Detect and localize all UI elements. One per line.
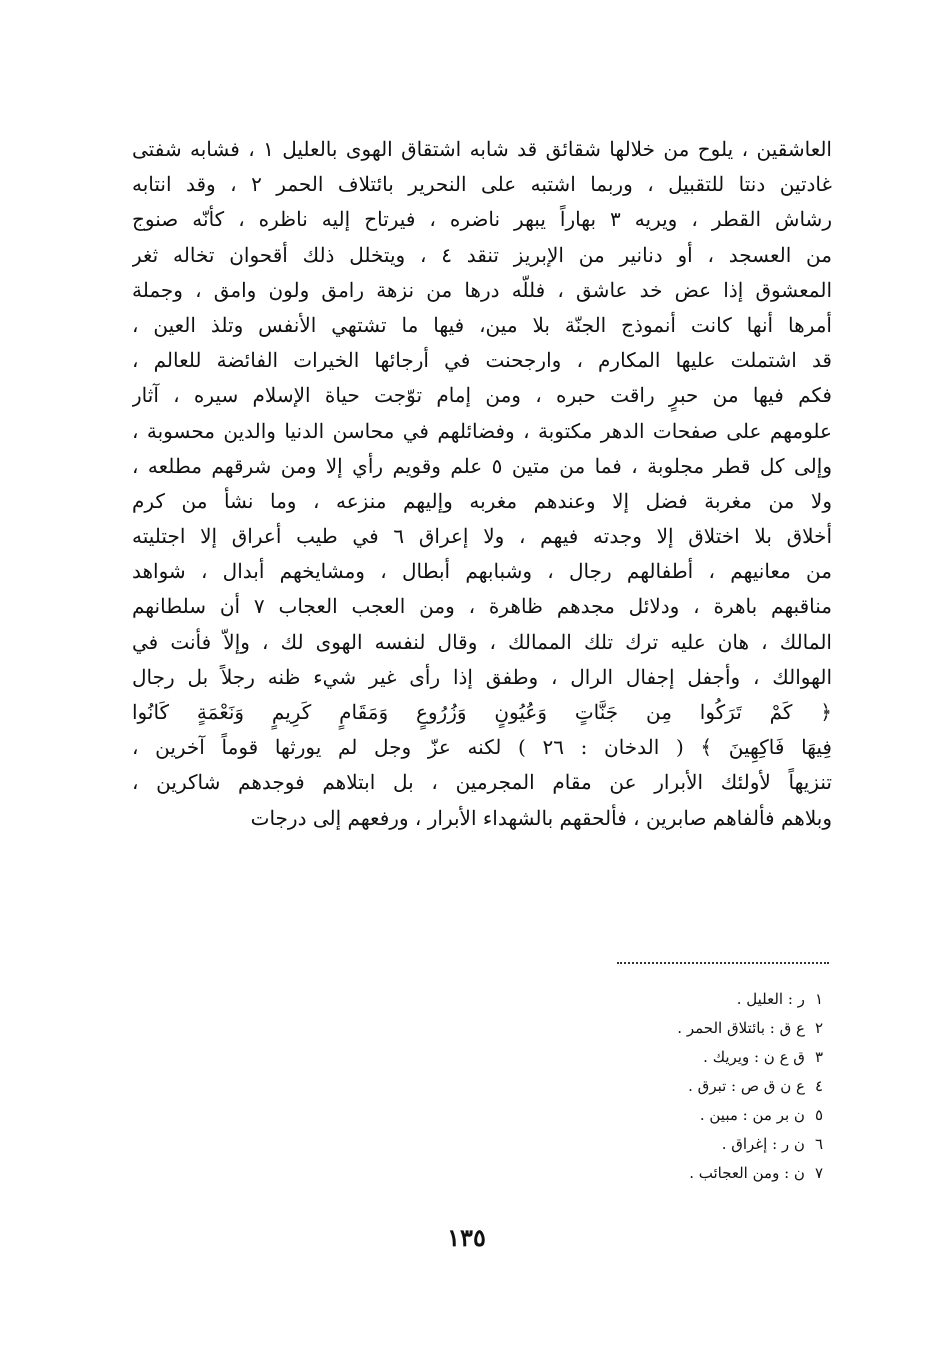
footnotes (677, 985, 823, 1188)
footnote (677, 1072, 823, 1101)
text-line: تنزيهاً لأولئك الأبرار عن مقام المجرمين ، بل ابتلاهم فوجدهم شاكرين ، (132, 770, 832, 795)
footnote-text: ن بر من : مبين . (699, 1106, 805, 1124)
text-line: من معانيهم ، أطفالهم رجال ، وشبابهم أبطال ، ومشايخهم أبدال ، شواهد (132, 559, 832, 584)
text-line: وإلى كل قطر مجلوبة ، فما من متين ٥ علم وقويم رأي إلا ومن شرقهم مطلعه ، (132, 453, 832, 478)
text-line: العاشقين ، يلوح من خلالها شقائق قد شابه اشتقاق الهوى بالعليل ١ ، فشابه شفتى (132, 137, 832, 161)
footnote-number: ٧ (814, 1164, 823, 1182)
footnote-text: ع ق : بائتلاق الحمر . (677, 1019, 805, 1037)
text-line: ﴿ كَمْ تَرَكُوا مِن جَنَّاتٍ وَعُيُونٍ وَزُرُوعٍ وَمَقَامٍ كَرِيمٍ وَنَعْمَةٍ كَانُوا (132, 700, 832, 724)
footnote-text: ن : ومن العجائب . (689, 1164, 805, 1182)
text-line: غادتين دنتا للتقبيل ، وربما اشتبه على النحرير بائتلاف الحمر ٢ ، وقد انتابه (132, 172, 832, 197)
footnote-number: ١ (814, 990, 823, 1008)
text-line: المعشوق إذا عض خد عاشق ، فللّه درها من نزهة رامق ولون وامق ، وجملة (132, 277, 832, 302)
footnote-number: ٣ (814, 1048, 823, 1066)
main-text (132, 132, 832, 836)
footnote-number: ٥ (814, 1106, 823, 1124)
footnote-text: ن ر : إغراق . (721, 1135, 805, 1153)
text-line: رشاش القطر ، ويريه ٣ بهاراً يبهر ناضره ، فيرتاح إليه ناظره ، كأنّه صنوج (132, 207, 832, 232)
footnote (677, 1014, 823, 1043)
text-line: فِيهَا فَاكِهِينَ ﴾ ( الدخان : ٢٦ ) لكنه عزّ وجل لم يورثها قوماً آخرين ، (132, 735, 832, 760)
text-line: وبلاهم فألفاهم صابرين ، فألحقهم بالشهداء الأبرار ، ورفعهم إلى درجات (250, 805, 832, 830)
footnote-separator (617, 962, 829, 964)
page-number: ١٣٥ (447, 1223, 486, 1252)
text-line: قد اشتملت عليها المكارم ، وارجحنت في أرجائها الخيرات الفائضة للعالم ، (132, 348, 832, 373)
text-line: مناقبهم باهرة ، ودلائل مجدهم ظاهرة ، ومن العجب العجاب ٧ أن سلطانهم (132, 594, 832, 619)
footnote (677, 1043, 823, 1072)
text-line: من العسجد ، أو دنانير من الإبريز تنقد ٤ ، ويتخلل ذلك أقحوان تخاله ثغر (132, 242, 832, 267)
text-line: أخلاق بلا اختلاق إلا وجدته فيهم ، ولا إعراق ٦ في طيب أعراق إلا اجتليته (132, 524, 832, 549)
text-line: ولا من مغربة فضل إلا وعندهم مغربه وإليهم منزعه ، وما نشأ من كرم (132, 488, 832, 513)
footnote (677, 1101, 823, 1130)
text-line: الهوالك ، وأجفل إجفال الرال ، وطفق إذا رأى غير شيء ظنه رجلاً بل رجال (132, 664, 832, 689)
footnote-number: ٤ (814, 1077, 823, 1095)
footnote-text: ق ع ن : ويريك . (703, 1048, 805, 1066)
footnote-text: ر : العليل . (736, 990, 805, 1008)
text-line: المالك ، هان عليه ترك تلك الممالك ، وقال لنفسه الهوى لك ، وإلاّ فأنت في (132, 629, 832, 654)
footnote-text: ع ن ق ص : تبرق . (688, 1077, 805, 1095)
footnote-number: ٦ (814, 1135, 823, 1153)
footnote-number: ٢ (814, 1019, 823, 1037)
text-line: علومهم على صفحات الدهر مكتوبة ، وفضائلهم في محاسن الدنيا والدين محسوبة ، (132, 418, 832, 443)
text-line: أمرها أنها كانت أنموذج الجنّة بلا مين، فيها ما تشتهي الأنفس وتلذ العين ، (132, 312, 832, 337)
footnote (677, 985, 823, 1014)
text-line: فكم فيها من حبرٍ راقت حبره ، ومن إمام توّجت حياة الإسلام سيره ، آثار (132, 383, 832, 408)
footnote (677, 1130, 823, 1159)
footnote (677, 1159, 823, 1188)
